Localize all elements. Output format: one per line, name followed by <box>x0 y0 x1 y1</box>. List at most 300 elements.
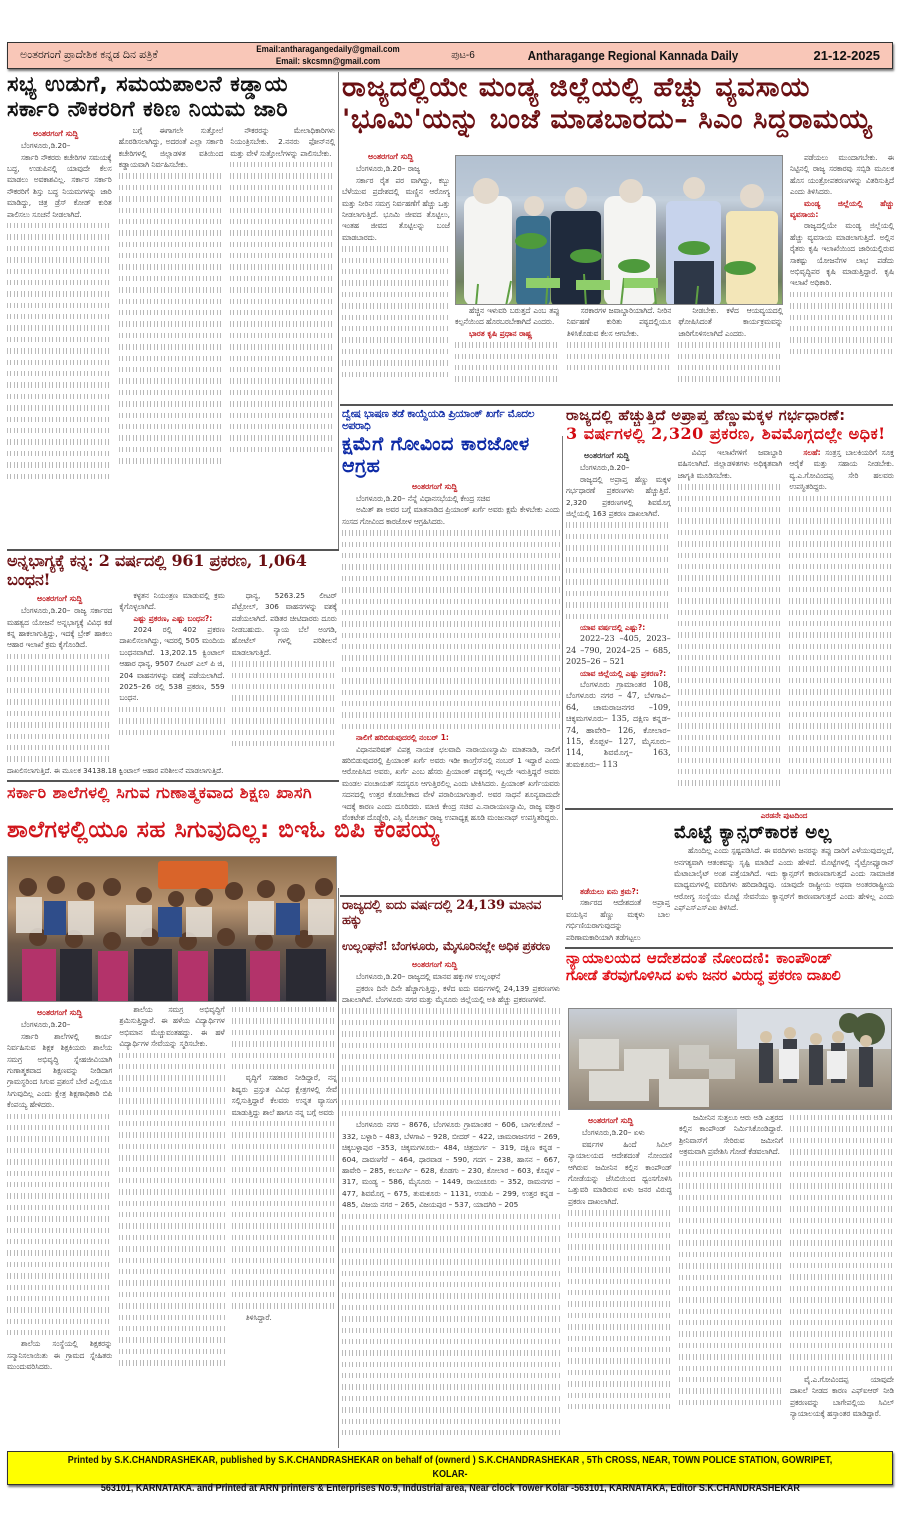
text-line-placeholder <box>790 1328 894 1339</box>
article-text: ವೃದ್ಧಿಗೆ ಸಹಕಾರ ನೀಡಿದ್ದಾರೆ, ನನ್ನ ಶಿಷ್ಯರು ಪ್ರಸ್ತುತ ವಿವಿಧ ಕ್ಷೇತ್ರಗಳಲ್ಲಿ ಸೇವೆ ಸಲ್ಲಿಸುತ್ತಿದ್ದಾರೆ ಕೆಲವರು ಉನ್ನತ ವ್ಯಾಸಂಗ ಮಾಡುತ್ತಿದ್ದು ಶಾಲೆ ಹಾಗೂ ನನ್ನ ಬಗ್ಗೆ ಅವರು <box>231 1073 337 1117</box>
text-line-placeholder <box>789 493 894 504</box>
text-line-placeholder <box>342 1245 560 1256</box>
text-line-placeholder <box>455 373 560 384</box>
text-line-placeholder <box>119 1312 224 1323</box>
text-line-placeholder <box>342 1108 560 1119</box>
headline: ಗೋಡೆ ತೆರವುಗೊಳಿಸಿದ ಏಳು ಜನರ ವಿರುದ್ಧ ಪ್ರಕರಣ ದಾಖಲಿ <box>566 967 841 984</box>
text-line-placeholder <box>342 618 560 629</box>
text-line-placeholder <box>119 1186 224 1197</box>
text-line-placeholder <box>568 1287 672 1298</box>
text-line-placeholder <box>789 720 894 731</box>
text-line-placeholder <box>230 410 335 421</box>
text-line-placeholder <box>790 1237 894 1248</box>
text-line-placeholder <box>7 1304 112 1315</box>
text-line-placeholder <box>119 432 224 443</box>
article-text: ರಾಜ್ಯದಲ್ಲಿಯೇ ಮಂಡ್ಯ ಜಿಲ್ಲೆಯಲ್ಲಿ ಹೆಚ್ಚು ವ್ಯವಸಾಯ ಮಾಡಲಾಗುತ್ತಿದೆ. ಅಲ್ಲಿನ ರೈತರು ಕೃಷಿ ಇಲಾಖೆಯಿಂದ ಜಾರಿಯಲ್ಲಿರುವ ಸಾಕಷ್ಟು ಯೋಜನೆಗಳ ಲಾಭ ಪಡೆದು ಅಭಿವೃದ್ಧಿಪರ ಕೃಷಿ ಮಾಡುತ್ತಿದ್ದಾರೆ. ಕೃಷಿ ಇಲಾಖೆ ಅಧಿಕಾರಿ. <box>790 221 894 288</box>
text-line-placeholder <box>342 369 450 380</box>
text-line-placeholder <box>790 1123 894 1134</box>
imprint-line: Printed by S.K.CHANDRASHEKAR, published by S.K.CHANDRASHEKAR on behalf of (ownerd ) S.K.CHANDRASHEKAR , 5Th CROSS, NEAR, TOWN POLICE STATION, GOWRIPET, KOLAR- <box>67 1455 833 1480</box>
article-text: ಸರ್ಕಾರ ರೈತ ಪರ ವಾಗಿದ್ದು, ಕಬ್ಬು ಬೆಳೆಯುವ ಪ್ರದೇಶದಲ್ಲಿ ಮಣ್ಣಿನ ಆರೋಗ್ಯ ಮತ್ತು ನೀರಿನ ಸಮಗ್ರ ನಿರ್ವಹಣೆಗೆ ಹೆಚ್ಚು ಒತ್ತು ನೀಡಲಾಗುತ್ತಿದೆ. ಭೂಮಿ ಜೀವದ ತೊಟ್ಟಿಲು, ಇಂತಹ ಜೀವದ ತೊಟ್ಟಿಲನ್ನು ಬಂಜೆ ಮಾಡಬಾರದು. <box>342 175 450 242</box>
text-line-placeholder <box>232 1038 337 1049</box>
text-line-placeholder <box>790 1340 894 1351</box>
text-line-placeholder <box>7 1247 112 1258</box>
text-line-placeholder <box>342 243 450 254</box>
text-line-placeholder <box>790 1249 894 1260</box>
text-line-placeholder <box>7 231 112 242</box>
headline: ಸಭ್ಯ ಉಡುಗೆ, ಸಮಯಪಾಲನೆ ಕಡ್ಡಾಯ <box>7 72 289 97</box>
headline: ಅನ್ನಭಾಗ್ಯಕ್ಕೆ ಕನ್ನ: 2 ವರ್ಷದಲ್ಲಿ 961 ಪ್ರಕರಣ, 1,064 ಬಂಧನ! <box>7 552 307 589</box>
text-line-placeholder <box>568 1310 672 1321</box>
text-line-placeholder <box>119 715 224 726</box>
text-line-placeholder <box>679 1237 783 1248</box>
text-line-placeholder <box>342 277 450 288</box>
text-line-placeholder <box>230 182 335 193</box>
text-line-placeholder <box>7 753 112 764</box>
subhead: ಸಲಹೆ: <box>803 447 821 457</box>
article-text: ಹೆಚ್ಚಿನ ಇಳುವರಿ ಬರುತ್ತದೆ ಎಂಬ ತಪ್ಪು ಕಲ್ಪನೆಯಿಂದ ಹೊರಬರಬೇಕಾಗಿದೆ ಎಂದರು. <box>455 306 560 327</box>
text-line-placeholder <box>342 721 560 732</box>
text-line-placeholder <box>678 481 783 492</box>
text-line-placeholder <box>568 1230 672 1241</box>
text-line-placeholder <box>342 334 450 345</box>
text-line-placeholder <box>678 373 783 384</box>
text-line-placeholder <box>119 1255 224 1266</box>
headline: ರಾಜ್ಯದಲ್ಲಿ ಐದು ವರ್ಷದಲ್ಲಿ 24,139 ಮಾನವ ಹಕ್ಕು <box>342 898 542 929</box>
subhead: ಯಾವ ಜಿಲ್ಲೆಯಲ್ಲಿ ಎಷ್ಟು ಪ್ರಕರಣ?: <box>580 668 667 678</box>
text-line-placeholder <box>789 709 894 720</box>
article-text: ಶಾಲೆಯ ಸಂಸ್ಥೆಯಲ್ಲಿ ಶಿಕ್ಷಕರನ್ನು ಸನ್ಮಾನಿಸಲಾಯಿತು ಈ ಗ್ರಾಮದ ಸ್ನೇಹಿತರು ಮುಂದುವರಿಸಿದರು. <box>7 1339 113 1372</box>
text-line-placeholder <box>568 1219 672 1230</box>
text-line-placeholder <box>232 1255 337 1266</box>
text-line-placeholder <box>119 341 224 352</box>
text-line-placeholder <box>679 1158 783 1169</box>
text-line-placeholder <box>232 658 337 669</box>
text-line-placeholder <box>119 727 224 738</box>
text-line-placeholder <box>678 698 783 709</box>
text-line-placeholder <box>679 1385 783 1396</box>
headline: ಮೊಟ್ಟೆ ಕ್ಯಾನ್ಸರ್‌ಕಾರಕ ಅಲ್ಲ <box>674 822 832 843</box>
headline: ಕ್ಷಮೆಗೆ ಗೋವಿಂದ ಕಾರಜೋಳ ಆಗ್ರಹ <box>342 432 530 478</box>
byline: ಅಂತರಗಂಗೆ ಸುದ್ದಿ <box>584 450 630 460</box>
text-line-placeholder <box>789 504 894 515</box>
text-line-placeholder <box>7 1316 112 1327</box>
text-line-placeholder <box>342 539 560 550</box>
text-line-placeholder <box>790 1226 894 1237</box>
text-line-placeholder <box>789 538 894 549</box>
text-line-placeholder <box>119 1107 224 1118</box>
article-text: ಬಗ್ಗೆ ಈಗಾಗಲೇ ಸುತ್ತೋಲೆ ಹೊರಡಿಸಲಾಗಿದ್ದು, ಅದರಂತೆ ಎಲ್ಲಾ ಸರ್ಕಾರಿ ಕಚೇರಿಗಳಲ್ಲಿ ಜಿಲ್ಲಾಡಳಿತ ವತಿಯಿಂದ ಕಡ್ಡಾಯವಾಗಿ ನಿರ್ವಹಿಸಬೇಕು. <box>118 125 224 169</box>
text-line-placeholder <box>7 391 112 402</box>
text-line-placeholder <box>232 1061 337 1072</box>
district-stats: ಬೆಂಗಳೂರು ಗ್ರಾಮಾಂತರ 108, ಬೆಂಗಳೂರು ನಗರ – 47, ಬೆಳಗಾವಿ– 64, ಚಾಮರಾಜನಗರ –109, ಚಿಕ್ಕಮಗಳೂರು– 135, ದಕ್ಷಿಣ ಕನ್ನಡ– 74, ಹಾವೇರಿ– 126, ಕೋಲಾರ– 115, ಕೊಪ್ಪಳ– 127, ಮೈಸೂರು– 114, ಶಿವಮೊಗ್ಗ– 163, ತುಮಕೂರು– 113 <box>566 679 671 769</box>
text-line-placeholder <box>567 339 672 350</box>
text-line-placeholder <box>678 766 783 777</box>
article-text <box>342 732 560 743</box>
text-line-placeholder <box>342 1062 560 1073</box>
text-line-placeholder <box>232 715 337 726</box>
headline: ಶಾಲೆಗಳಲ್ಲಿಯೂ ಸಹ ಸಿಗುವುದಿಲ್ಲ: ಬಿಇಓ ಬಿಪಿ ಕೆಂಪಯ್ಯ <box>7 817 440 843</box>
article-text <box>789 447 894 493</box>
text-line-placeholder <box>119 273 224 284</box>
text-line-placeholder <box>119 387 224 398</box>
text-line-placeholder <box>342 312 450 323</box>
article-text: ವೈ.ಎ.ಗೋವಿಂದಪ್ಪ ಯಾವುದೇ ದಾಖಲೆ ನೀಡದ ಕಾರಣ ಎಫ್‌ಐಆರ್ ನೀಡಿ ಪ್ರಕರಣವನ್ನು ಬಾಗೇಪಲ್ಲಿಯ ಸಿವಿಲ್ ನ್ಯಾಯಾಲಯಕ್ಕೆ ಹಸ್ತಾಂತರ ಮಾಡಿದ್ದಾರೆ. <box>790 1374 894 1419</box>
text-line-placeholder <box>7 357 112 368</box>
text-line-placeholder <box>7 685 112 696</box>
headline: 'ಭೂಮಿ'ಯನ್ನು ಬಂಜೆ ಮಾಡಬಾರದು– ಸಿಎಂ ಸಿದ್ದರಾಮಯ್ಯ <box>342 103 873 135</box>
text-line-placeholder <box>7 742 112 753</box>
text-line-placeholder <box>789 698 894 709</box>
text-line-placeholder <box>7 254 112 265</box>
text-line-placeholder <box>7 414 112 425</box>
text-line-placeholder <box>568 1264 672 1275</box>
text-line-placeholder <box>342 687 560 698</box>
text-line-placeholder <box>678 572 783 583</box>
text-line-placeholder <box>119 1050 224 1061</box>
email-link[interactable]: Email:antharagangedaily@gmail.com <box>256 43 400 55</box>
text-line-placeholder <box>342 1211 560 1222</box>
text-line-placeholder <box>679 1374 783 1385</box>
article-text: ಹೊಂದಿಲ್ಲ ಎಂದು ಸ್ಪಷ್ಟಪಡಿಸಿದೆ. ಈ ವರದಿಗಳು ಜನರನ್ನು ತಪ್ಪು ದಾರಿಗೆ ಎಳೆಯುವುದಲ್ಲದೆ, ಅನಗತ್ಯವಾಗಿ ಆತಂಕವನ್ನು ಸೃಷ್ಟಿ ಮಾಡಿದೆ ಎಂದು ಹೇಳಿದೆ. ಮೊಟ್ಟೆಗಳಲ್ಲಿ ನೈಟ್ರೋಫ್ಯೂರಾನ್ ಮೆಟಾಬಾಲೈಟ್ ಅಂಶ ಪತ್ತೆಯಾಗಿದೆ. ಇದು ಕ್ಯಾನ್ಸರ್‌ಗೆ ಕಾರಣವಾಗುತ್ತದೆ ಎಂದು ಸಾಮಾಜಿಕ ಮಾಧ್ಯಮಗಳಲ್ಲಿ ವರದಿಗಳು ಹರಿದಾಡಿದ್ದವು. ಯಾವುದೇ ರಾಷ್ಟ್ರೀಯ ಅಥವಾ ಅಂತರರಾಷ್ಟ್ರೀಯ ಆರೋಗ್ಯ ಸಂಸ್ಥೆಯು ಮೊಟ್ಟೆ ಸೇವನೆಯು ಕ್ಯಾನ್ಸರ್‌ಗೆ ಕಾರಣವಾಗುತ್ತದೆ ಎಂದು ಹೇಳಿಲ್ಲ ಎಂದು ಎಫ್ಎಸ್ಎಸ್ಎಐ ತಿಳಿಸಿದೆ. <box>674 846 894 913</box>
text-line-placeholder <box>7 1270 112 1281</box>
text-line-placeholder <box>342 1097 560 1108</box>
text-line-placeholder <box>119 1141 224 1152</box>
story-annabhagya <box>7 552 337 764</box>
text-line-placeholder <box>789 732 894 743</box>
text-line-placeholder <box>790 1283 894 1294</box>
text-line-placeholder <box>679 1294 783 1305</box>
text-line-placeholder <box>119 375 224 386</box>
story-school-body <box>7 1004 337 1448</box>
text-line-placeholder <box>342 1302 560 1313</box>
text-line-placeholder <box>342 1256 560 1267</box>
text-line-placeholder <box>455 339 560 350</box>
text-line-placeholder <box>119 455 224 466</box>
compound-wall-photo <box>568 1008 892 1110</box>
text-line-placeholder <box>7 651 112 662</box>
text-line-placeholder <box>342 357 450 368</box>
text-line-placeholder <box>678 527 783 538</box>
text-line-placeholder <box>230 318 335 329</box>
text-line-placeholder <box>119 250 224 261</box>
text-line-placeholder <box>119 1357 224 1368</box>
text-line-placeholder <box>679 1260 783 1271</box>
text-line-placeholder <box>232 1175 337 1186</box>
text-line-placeholder <box>678 675 783 686</box>
text-line-placeholder <box>119 364 224 375</box>
text-line-placeholder <box>119 1072 224 1083</box>
text-line-placeholder <box>678 641 783 652</box>
text-line-placeholder <box>790 1317 894 1328</box>
text-line-placeholder <box>119 1300 224 1311</box>
text-line-placeholder <box>7 425 112 436</box>
text-line-placeholder <box>342 550 560 561</box>
text-line-placeholder <box>679 1328 783 1339</box>
article-text: 2024 ರಲ್ಲಿ 402 ಪ್ರಕರಣ ದಾಖಲಿಸಲಾಗಿದ್ದು, ಇದರಲ್ಲಿ 505 ಮಂದಿಯ ಬಂಧನವಾಗಿದೆ. 13,202.15 ಕ್ವಿಂಟಾಲ್ ಆಹಾರ ಧಾನ್ಯ, 9507 ಲೀಟರ್ ಎಲ್ ಪಿ ಜಿ, 204 ವಾಹನಗಳನ್ನು ವಶಕ್ಕೆ ಪಡೆಯಲಾಗಿದೆ. 2025–26 ರಲ್ಲಿ 538 ಪ್ರಕರಣ, 559 ಬಂಧನ. <box>119 624 225 703</box>
text-line-placeholder <box>678 504 783 515</box>
text-line-placeholder <box>7 368 112 379</box>
text-line-placeholder <box>678 629 783 640</box>
text-line-placeholder <box>119 1243 224 1254</box>
text-line-placeholder <box>678 362 783 373</box>
year-stats: 2022–23 –405, 2023–24 –790, 2024–25 – 685, 2025–26 – 521 <box>566 634 671 667</box>
text-line-placeholder <box>342 1279 560 1290</box>
headline: 3 ವರ್ಷಗಳಲ್ಲಿ 2,320 ಪ್ರಕರಣ, ಶಿವಮೊಗ್ಗದಲ್ಲೇ ಅಧಿಕ! <box>566 424 886 444</box>
text-line-placeholder <box>789 766 894 777</box>
text-line-placeholder <box>678 686 783 697</box>
text-line-placeholder <box>232 1118 337 1129</box>
text-line-placeholder <box>566 554 671 565</box>
text-line-placeholder <box>790 1294 894 1305</box>
subhead: ಭಾರತ ಕೃಷಿ ಪ್ರಧಾನ ರಾಷ್ಟ್ರ <box>469 328 532 338</box>
text-line-placeholder <box>566 576 671 587</box>
text-line-placeholder <box>342 584 560 595</box>
subhead: ಮಂಡ್ಯ ಜಿಲ್ಲೆಯಲ್ಲಿ ಹೆಚ್ಚು ವ್ಯವಸಾಯ: <box>790 198 894 220</box>
headline: ರಾಜ್ಯದಲ್ಲಿಯೇ ಮಂಡ್ಯ ಜಿಲ್ಲೆಯಲ್ಲಿ ಹೆಚ್ಚು ವ್ಯವಸಾಯ <box>342 72 811 103</box>
text-line-placeholder <box>568 1378 672 1389</box>
text-line-placeholder <box>230 205 335 216</box>
email-link[interactable]: Email: skcsmn@gmail.com <box>275 55 381 67</box>
text-line-placeholder <box>230 330 335 341</box>
text-line-placeholder <box>679 1192 783 1203</box>
text-line-placeholder <box>230 296 335 307</box>
text-line-placeholder <box>232 1277 337 1288</box>
text-line-placeholder <box>342 1336 560 1347</box>
byline: ಅಂತರಗಂಗೆ ಸುದ್ದಿ <box>412 481 458 491</box>
dateline: ಬೆಂಗಳೂರು,ಡಿ.20– ಏಳು <box>582 1128 645 1138</box>
text-line-placeholder <box>119 1198 224 1209</box>
article-text: ನೌಕರರನ್ನು ಮೇಲಾಧಿಕಾರಿಗಳು ನಿಯಂತ್ರಿಸಬೇಕು. 2.ನನರು ಫೋನ್‌ನಲ್ಲಿ ಮತ್ತು ವೇಳೆ ಸುತ್ತೋಲೆಗಳನ್ನು ಪಾಲಿಸಬೇಕು. <box>230 125 335 158</box>
text-line-placeholder <box>568 1344 672 1355</box>
text-line-placeholder <box>7 448 112 459</box>
story-cm-mandya-lower <box>455 305 783 402</box>
text-line-placeholder <box>232 1141 337 1152</box>
text-line-placeholder <box>566 588 671 599</box>
text-line-placeholder <box>119 1175 224 1186</box>
text-line-placeholder <box>679 1272 783 1283</box>
text-line-placeholder <box>566 519 671 530</box>
text-line-placeholder <box>119 353 224 364</box>
text-line-placeholder <box>568 1207 672 1218</box>
text-line-placeholder <box>7 471 112 482</box>
text-line-placeholder <box>342 596 560 607</box>
text-line-placeholder <box>790 1306 894 1317</box>
text-line-placeholder <box>342 323 450 334</box>
text-line-placeholder <box>678 493 783 504</box>
text-line-placeholder <box>568 1355 672 1366</box>
text-line-placeholder <box>678 777 783 788</box>
text-line-placeholder <box>790 1158 894 1169</box>
text-line-placeholder <box>232 1300 337 1311</box>
school-group-photo <box>7 856 337 1002</box>
text-line-placeholder <box>342 1268 560 1279</box>
text-line-placeholder <box>789 595 894 606</box>
construction-site-illustration <box>569 1009 892 1110</box>
byline: ಅಂತರಗಂಗೆ ಸುದ್ದಿ <box>412 959 458 969</box>
text-line-placeholder <box>342 266 450 277</box>
text-line-placeholder <box>342 1085 560 1096</box>
text-line-placeholder <box>342 1017 560 1028</box>
article-text: ಪಡೆಯಲು ಮುಂದಾಗಬೇಕು. ಈ ನಿಟ್ಟಿನಲ್ಲಿ ರಾಜ್ಯ ಸರಕಾರವು ಸಬ್ಸಿಡಿ ಮೂಲಕ ಹೊಸ ಯಂತ್ರೋಪಕರಣಗಳನ್ನು ವಿತರಿಸುತ್ತಿದೆ ಎಂದು ತಿಳಿಸಿದರು. <box>790 153 894 197</box>
text-line-placeholder <box>7 731 112 742</box>
masthead <box>7 42 893 69</box>
article-text: ತಿಳಿಸಿದ್ದಾರೆ. <box>245 1312 272 1322</box>
text-line-placeholder <box>342 1325 560 1336</box>
text-line-placeholder <box>119 1346 224 1357</box>
text-line-placeholder <box>7 1179 112 1190</box>
text-line-placeholder <box>678 732 783 743</box>
text-line-placeholder <box>342 607 560 618</box>
story-school <box>7 784 337 816</box>
text-line-placeholder <box>232 1266 337 1277</box>
text-line-placeholder <box>678 743 783 754</box>
subhead: ಯಾವ ವರ್ಷದಲ್ಲಿ ಎಷ್ಟು?: <box>580 622 646 632</box>
district-stats: ಬೆಂಗಳೂರು ನಗರ – 8676, ಬೆಂಗಳೂರು ಗ್ರಾಮಾಂತರ – 606, ಬಾಗಲಕೋಟೆ – 332, ಬಳ್ಳಾರಿ – 483, ಬೆಳಗಾವಿ – 928, ಬೀದರ್ – 422, ಚಾಮರಾಜನಗರ – 269, ಚಿಕ್ಕಬಳ್ಳಾಪುರ –353, ಚಿಕ್ಕಮಗಳೂರು– 484, ಚಿತ್ರದುರ್ಗ – 319, ದಕ್ಷಿಣ ಕನ್ನಡ – 604, ದಾವಣಗೆರೆ – 464, ಧಾರವಾಡ – 590, ಗದಗ – 238, ಹಾಸನ – 667, ಹಾವೇರಿ – 285, ಕಲಬುರ್ಗಿ – 628, ಕೊಡಗು – 230, ಕೋಲಾರ – 603, ಕೊಪ್ಪಳ – 317, ಮಂಡ್ಯ – 586, ಮೈಸೂರು – 1449, ರಾಯಚೂರು – 352, ರಾಮನಗರ – 477, ಶಿವಮೊಗ್ಗ – 675, ತುಮಕೂರು – 1131, ಉಡುಪಿ – 299, ಉತ್ತರ ಕನ್ನಡ – 485, ವಿಜಯ ನಗರ – 265, ವಿಜಯಪುರ – 537, ಯಾದಗಿರಿ – 205 <box>342 1120 560 1210</box>
text-line-placeholder <box>679 1203 783 1214</box>
text-line-placeholder <box>7 243 112 254</box>
text-line-placeholder <box>7 379 112 390</box>
text-line-placeholder <box>232 1152 337 1163</box>
article-text: ನೀಡಬೇಕು. ಕಳೆದ ಆಯವ್ಯಯದಲ್ಲಿ ಘೋಷಿಸಿದಂತೆ ಕಾರ್ಯಕ್ರಮವನ್ನು ಜಾರಿಗೊಳಿಸಲಾಗಿದೆ ಎಂದರು. <box>678 306 783 338</box>
text-line-placeholder <box>342 1051 560 1062</box>
paper-name-english: Antharagange Regional Kannada Daily <box>527 48 739 63</box>
section-divider <box>340 895 562 897</box>
text-line-placeholder <box>790 1271 894 1282</box>
text-line-placeholder <box>232 1186 337 1197</box>
text-line-placeholder <box>7 674 112 685</box>
article-text: ಸರ್ಕಾರಿ ನೌಕರರು ಕಚೇರಿಗಳ ಸಮಯಕ್ಕೆ ಬದ್ಧ, ಉಡುಪಿನಲ್ಲಿ ಯಾವುದೇ ಕೆಲಸ ಮಾಡಲು ಅವಕಾಶವಿಲ್ಲ. ಸರ್ಕಾರ ಸರ್ಕಾರಿ ನೌಕರರಿಗೆ ಶಿಸ್ತು ಬದ್ಧ ನಿಯಮಗಳನ್ನು ಜಾರಿ ಮಾಡಿದ್ದು, ಚಿತ್ರ ಡ್ರೆಸ್ ಕೋಡ್ ಕುರಿತ ಪಾಲಿಸಲು ಸೂಚನೆ ನೀಡಲಾಗಿದೆ. <box>7 152 112 219</box>
text-line-placeholder <box>342 630 560 641</box>
text-line-placeholder <box>789 663 894 674</box>
text-line-placeholder <box>679 1340 783 1351</box>
text-line-placeholder <box>789 686 894 697</box>
text-line-placeholder <box>119 1232 224 1243</box>
text-line-placeholder <box>232 727 337 738</box>
subhead: ನಾಲಿಗೆ ಹರಿಬಿಡುವುದರಲ್ಲಿ ನಂಬರ್ 1: <box>356 733 449 743</box>
text-line-placeholder <box>342 1290 560 1301</box>
text-line-placeholder <box>790 1203 894 1214</box>
page-number: ಪುಟ-6 <box>451 50 475 61</box>
text-line-placeholder <box>568 1367 672 1378</box>
text-line-placeholder <box>568 1333 672 1344</box>
text-line-placeholder <box>790 1112 894 1123</box>
text-line-placeholder <box>789 572 894 583</box>
text-line-placeholder <box>568 1390 672 1401</box>
text-line-placeholder <box>679 1351 783 1362</box>
text-line-placeholder <box>566 531 671 542</box>
text-line-placeholder <box>566 542 671 553</box>
text-line-placeholder <box>230 432 335 443</box>
people-planting-illustration <box>456 156 783 305</box>
byline: ಅಂತರಗಂಗೆ ಸುದ್ದಿ <box>37 1008 83 1017</box>
text-line-placeholder <box>119 444 224 455</box>
text-line-placeholder <box>789 675 894 686</box>
text-line-placeholder <box>566 599 671 610</box>
text-line-placeholder <box>119 1061 224 1072</box>
text-line-placeholder <box>7 402 112 413</box>
text-line-placeholder <box>119 1118 224 1129</box>
text-line-placeholder <box>119 330 224 341</box>
text-line-placeholder <box>230 170 335 181</box>
text-line-placeholder <box>7 719 112 730</box>
text-line-placeholder <box>230 250 335 261</box>
text-line-placeholder <box>342 1074 560 1085</box>
text-line-placeholder <box>789 607 894 618</box>
text-line-placeholder <box>678 663 783 674</box>
text-line-placeholder <box>7 459 112 470</box>
text-line-placeholder <box>342 573 560 584</box>
text-line-placeholder <box>678 515 783 526</box>
text-line-placeholder <box>230 421 335 432</box>
text-line-placeholder <box>230 227 335 238</box>
text-line-placeholder <box>119 1323 224 1334</box>
text-line-placeholder <box>678 550 783 561</box>
text-line-placeholder <box>7 334 112 345</box>
story-pregnancy-cont <box>566 886 670 946</box>
text-line-placeholder <box>232 704 337 715</box>
text-line-placeholder <box>678 652 783 663</box>
text-line-placeholder <box>232 1209 337 1220</box>
text-line-placeholder <box>789 527 894 538</box>
text-line-placeholder <box>119 216 224 227</box>
text-line-placeholder <box>678 720 783 731</box>
text-line-placeholder <box>790 1135 894 1146</box>
text-line-placeholder <box>230 444 335 455</box>
text-line-placeholder <box>790 289 894 300</box>
continuation-kicker: ಎರಡನೇ ಪುಟದಿಂದ <box>760 811 808 820</box>
text-line-placeholder <box>789 652 894 663</box>
text-line-placeholder <box>342 1393 560 1404</box>
text-line-placeholder <box>342 1381 560 1392</box>
text-line-placeholder <box>342 1416 560 1427</box>
dateline: ಬೆಂಗಳೂರು,ಡಿ.20– ನೆನ್ನೆ ವಿಧಾನಸಭೆಯಲ್ಲಿ ಕೇಂದ್ರ ಸಚಿವ <box>356 493 491 503</box>
issue-date: 21-12-2025 <box>813 48 880 63</box>
text-line-placeholder <box>7 662 112 673</box>
text-line-placeholder <box>7 696 112 707</box>
text-line-placeholder <box>679 1317 783 1328</box>
text-line-placeholder <box>567 351 672 362</box>
text-line-placeholder <box>7 1327 112 1338</box>
text-line-placeholder <box>230 387 335 398</box>
text-line-placeholder <box>232 738 337 749</box>
text-line-placeholder <box>119 296 224 307</box>
text-line-placeholder <box>789 755 894 766</box>
text-line-placeholder <box>232 1004 337 1015</box>
text-line-placeholder <box>679 1397 783 1408</box>
article-text: ಸರ್ಕಾರದ ಆದೇಶದಂತೆ ಅಪ್ರಾಪ್ತ ವಯಸ್ಸಿನ ಹೆಣ್ಣು ಮಕ್ಕಳು ಬಾಲ ಗರ್ಭಿಣಿಯರಾಗುವುದನ್ನು ಪರಿಣಾಮಕಾರಿಯಾಗಿ ತಡೆಗಟ್ಟಲು <box>566 898 670 942</box>
text-line-placeholder <box>342 1313 560 1324</box>
text-line-placeholder <box>119 307 224 318</box>
text-line-placeholder <box>230 375 335 386</box>
text-line-placeholder <box>566 565 671 576</box>
text-line-placeholder <box>678 595 783 606</box>
dateline: ಬೆಂಗಳೂರು,ಡಿ.20– ರಾಜ್ಯ <box>356 164 421 174</box>
text-line-placeholder <box>566 611 671 622</box>
text-line-placeholder <box>119 1266 224 1277</box>
text-line-placeholder <box>230 364 335 375</box>
byline: ಅಂತರಗಂಗೆ ಸುದ್ದಿ <box>368 152 414 161</box>
text-line-placeholder <box>790 334 894 345</box>
text-line-placeholder <box>119 318 224 329</box>
text-line-placeholder <box>232 670 337 681</box>
text-line-placeholder <box>7 220 112 231</box>
text-line-placeholder <box>119 284 224 295</box>
text-line-placeholder <box>7 1293 112 1304</box>
article-text: ವರ್ಷಗಳ ಹಿಂದೆ ಸಿವಿಲ್ ನ್ಯಾಯಾಲಯದ ಆದೇಶದಂತೆ ನೋಂದಣಿ ಆಗಿರುವ ಜಮೀನಿನ ಕಲ್ಲಿನ ಕಾಂಪೌಂಡ್ ಗೋಡೆಯನ್ನು ಜೆಸಿಬಿಯಿಂದ ಧ್ವಂಸಗೊಳಿಸಿ ಒತ್ತುವರಿ ಮಾಡಿರುವ ಏಳು ಜನರ ವಿರುದ್ಧ ಪ್ರಕರಣ ದಾಖಲಾಗಿದೆ. <box>568 1139 672 1206</box>
text-line-placeholder <box>342 1233 560 1244</box>
text-line-placeholder <box>678 351 783 362</box>
text-line-placeholder <box>342 255 450 266</box>
